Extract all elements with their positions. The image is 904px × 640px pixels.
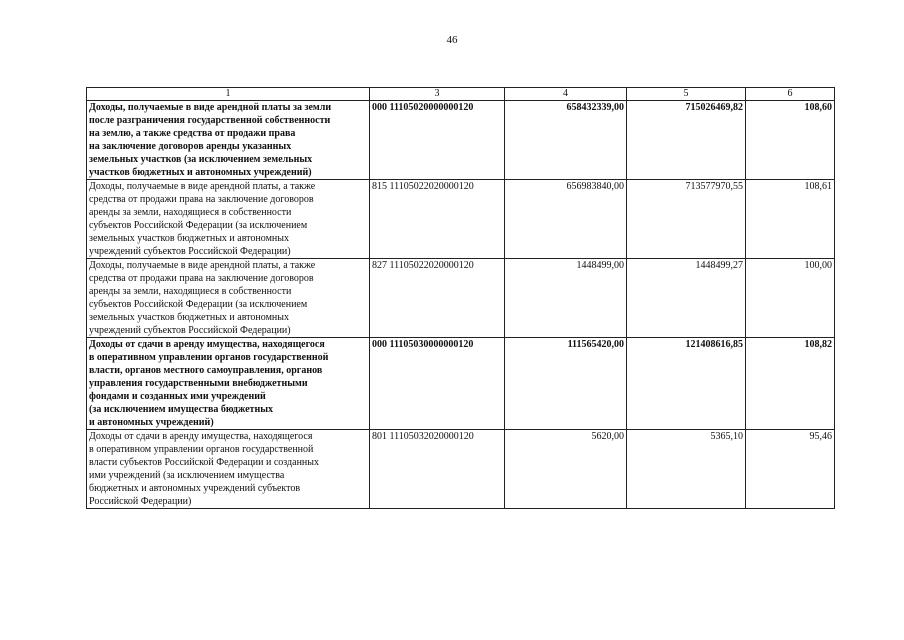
row-actual: 1448499,27 [627, 259, 746, 338]
row-percent: 108,60 [746, 101, 835, 180]
row-plan: 658432339,00 [505, 101, 627, 180]
row-code: 000 11105030000000120 [370, 338, 505, 430]
row-name: Доходы от сдачи в аренду имущества, находящегося в оперативном управлении органов государственной власти, органов местного самоуправления, органов управления государственными внебюджетными фондами и созданных ими учреждений (за исключением имущества бюджетных и автономных учреждений) [87, 338, 370, 430]
row-name: Доходы от сдачи в аренду имущества, находящегося в оперативном управлении органов государственной власти субъектов Российской Федерации и созданных ими учреждений (за исключением имущества бюджетных и автономных учреждений субъектов Российской Федерации) [87, 430, 370, 509]
header-col-4: 4 [505, 88, 627, 101]
revenue-table [86, 87, 835, 509]
row-actual: 5365,10 [627, 430, 746, 509]
row-percent: 100,00 [746, 259, 835, 338]
row-percent: 108,61 [746, 180, 835, 259]
table-row [87, 101, 835, 180]
header-col-5: 5 [627, 88, 746, 101]
table-row [87, 338, 835, 430]
page-number: 46 [446, 34, 458, 46]
row-actual: 715026469,82 [627, 101, 746, 180]
table-header-row [87, 88, 835, 101]
table-row [87, 180, 835, 259]
header-col-3: 3 [370, 88, 505, 101]
header-col-1: 1 [87, 88, 370, 101]
row-code: 000 11105020000000120 [370, 101, 505, 180]
row-percent: 95,46 [746, 430, 835, 509]
row-percent: 108,82 [746, 338, 835, 430]
row-plan: 1448499,00 [505, 259, 627, 338]
row-code: 815 11105022020000120 [370, 180, 505, 259]
row-name: Доходы, получаемые в виде арендной платы, а также средства от продажи права на заключение договоров аренды за земли, находящиеся в собственности субъектов Российской Федерации (за исключением земельных участков бюджетных и автономных учреждений субъектов Российской Федерации) [87, 180, 370, 259]
row-plan: 5620,00 [505, 430, 627, 509]
table-row [87, 430, 835, 509]
row-name: Доходы, получаемые в виде арендной платы за земли после разграничения государственной собственности на землю, а также средства от продажи права на заключение договоров аренды указанных земельных участков (за исключением земельных участков бюджетных и автономных учреждений) [87, 101, 370, 180]
row-name: Доходы, получаемые в виде арендной платы, а также средства от продажи права на заключение договоров аренды за земли, находящиеся в собственности субъектов Российской Федерации (за исключением земельных участков бюджетных и автономных учреждений субъектов Российской Федерации) [87, 259, 370, 338]
row-plan: 656983840,00 [505, 180, 627, 259]
header-col-6: 6 [746, 88, 835, 101]
row-code: 827 11105022020000120 [370, 259, 505, 338]
row-plan: 111565420,00 [505, 338, 627, 430]
table-row [87, 259, 835, 338]
row-actual: 121408616,85 [627, 338, 746, 430]
row-code: 801 11105032020000120 [370, 430, 505, 509]
row-actual: 713577970,55 [627, 180, 746, 259]
